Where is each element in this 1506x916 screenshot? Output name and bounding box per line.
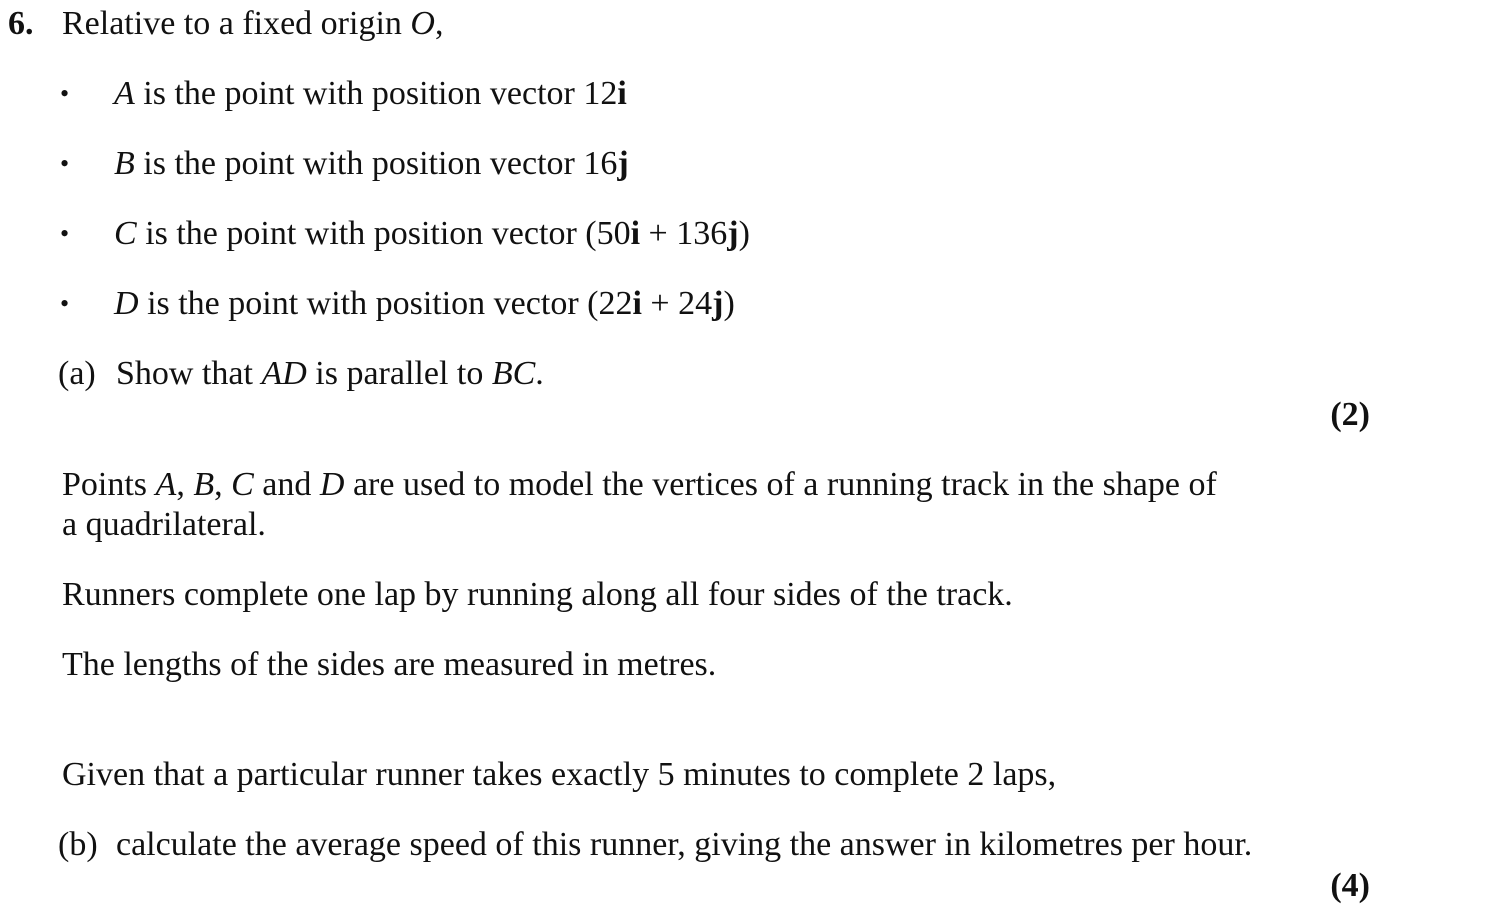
bullet-marker: • — [60, 149, 70, 178]
bullet-marker: • — [60, 79, 70, 108]
bullet-point-d: D is the point with position vector (22i + 24j) — [114, 285, 735, 322]
part-a-marks: (2) — [1330, 396, 1370, 433]
paragraph-units: The lengths of the sides are measured in metres. — [62, 646, 717, 683]
bullet-marker: • — [60, 219, 70, 248]
bullet-marker: • — [60, 289, 70, 318]
bullet-point-c: C is the point with position vector (50i + 136j) — [114, 215, 750, 252]
paragraph-lap: Runners complete one lap by running along all four sides of the track. — [62, 576, 1013, 613]
paragraph-given: Given that a particular runner takes exactly 5 minutes to complete 2 laps, — [62, 756, 1057, 793]
part-a-label: (a) — [58, 355, 96, 392]
bullet-point-b: B is the point with position vector 16j — [114, 145, 629, 182]
paragraph-model-line1: Points A, B, C and D are used to model the vertices of a running track in the shape of — [62, 466, 1217, 503]
bullet-point-a: A is the point with position vector 12i — [114, 75, 627, 112]
question-number: 6. — [8, 5, 34, 42]
part-a-text: Show that AD is parallel to BC. — [116, 355, 544, 392]
origin-label: O — [410, 5, 435, 42]
part-b-marks: (4) — [1330, 867, 1370, 904]
part-b-text: calculate the average speed of this runner, giving the answer in kilometres per hour. — [116, 826, 1253, 863]
paragraph-model-line2: a quadrilateral. — [62, 506, 266, 543]
question-intro: Relative to a fixed origin O, — [62, 5, 444, 42]
part-b-label: (b) — [58, 826, 98, 863]
